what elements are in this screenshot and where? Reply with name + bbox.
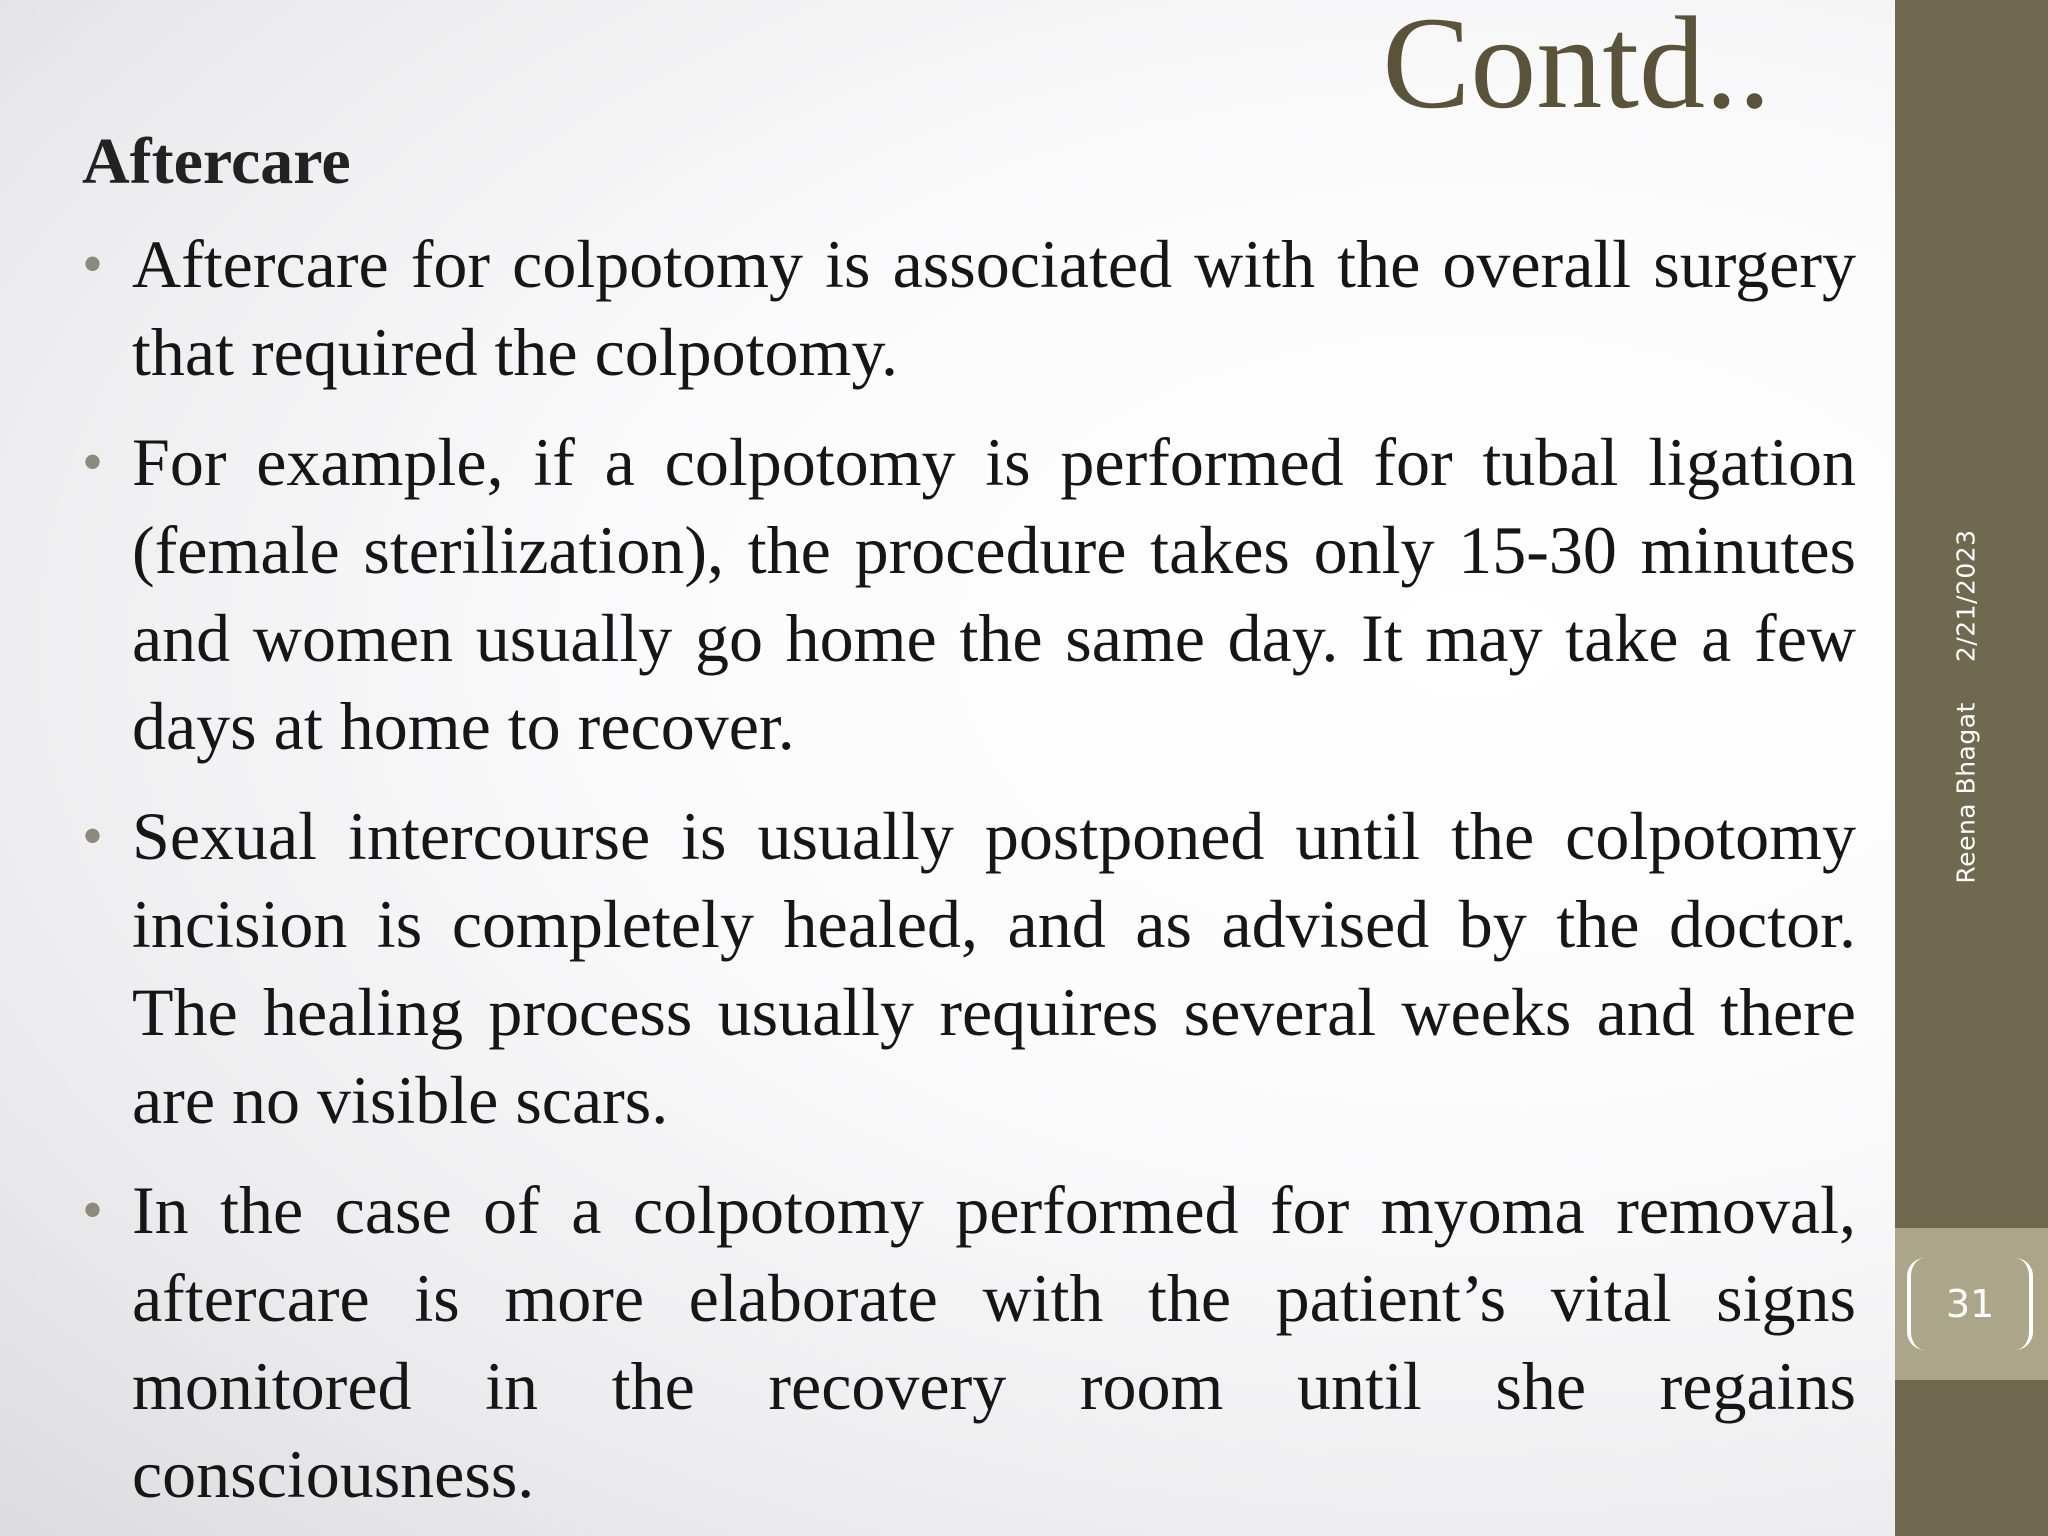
bullet-item-4: • In the case of a colpotomy performed for myoma removal, aftercare is more elaborate with the patient’s vital signs monitored in the recovery room until she regains consciousness.	[82, 1166, 1856, 1518]
section-heading: Aftercare	[82, 125, 351, 198]
page-number-band	[1895, 1228, 2048, 1380]
vertical-footer	[1914, 510, 2018, 902]
bullet-item-1: • Aftercare for colpotomy is associated with the overall surgery that required the colpotomy.	[82, 220, 1856, 396]
footer-author: Reena Bhagat	[1951, 701, 1981, 884]
slide-content	[82, 122, 1856, 1536]
slide-title: Contd..	[1382, 0, 1771, 136]
bullet-item-2: • For example, if a colpotomy is performed for tubal ligation (female sterilization), the procedure takes only 15-30 minutes and women usually go home the same day. It may take a few days at home to recover.	[82, 418, 1856, 770]
bullet-list	[82, 220, 1856, 1518]
footer-text	[1952, 529, 1981, 883]
bullet-item-3: • Sexual intercourse is usually postponed until the colpotomy incision is completely healed, and as advised by the doctor. The healing process usually requires several weeks and there are no visible scars.	[82, 792, 1856, 1144]
page-number-badge: 31	[1907, 1258, 2033, 1350]
footer-date: 2/21/2023	[1951, 528, 1981, 662]
